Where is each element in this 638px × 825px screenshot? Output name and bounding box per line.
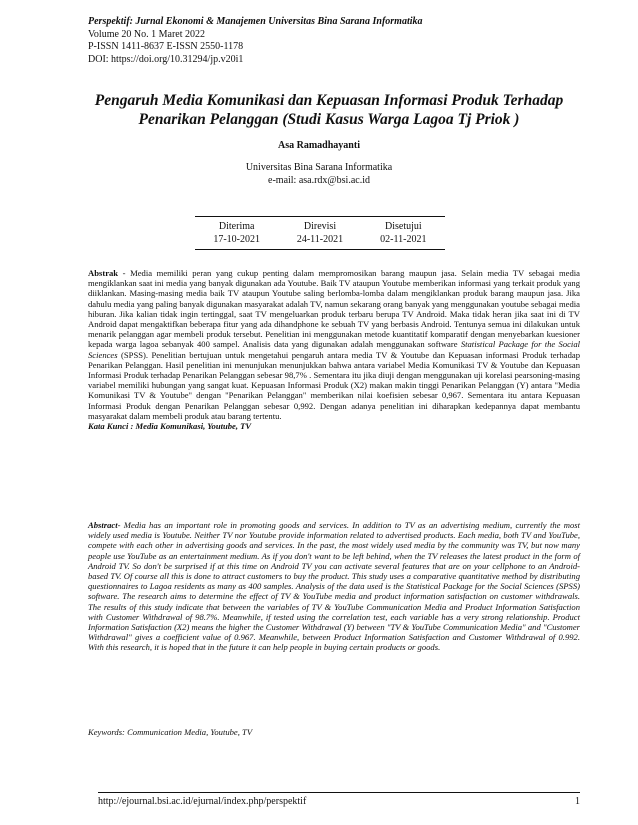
abstract-english (88, 520, 580, 653)
page-number: 1 (575, 796, 580, 807)
institution: Universitas Bina Sarana Informatika (245, 162, 393, 173)
date-label: Diterima (218, 221, 255, 232)
abstract-text: - Media has an important role in promoting goods and services. In addition to TV as an advertising medium, currently the most widely used media is Youtube. Neither TV nor Youtube provide information related to advertised products. Each media, both TV and YouTube, compete with each other in advertising goods and services. In the past, the most widely used media by the community was TV, but now many people use YouTube as an entertainment medium. As if you don't want to be left behind, when the TV releases the latest product in the form of Android TV. So don't be surprised if at this time on Android TV you can activate several features that are on your cellphone to an Android-based TV. Of course all this is done to attract customers to buy the product. This study uses a comparative quantitative method by distributing questionnaires to Lagoa residents as many as 400 samples. Analysis of the data used is the Statistical Package for the Social Sciences (SPSS) software. The research aims to determine the effect of TV & YouTube media and product information satisfaction on customer withdrawals. The results of this study indicate that between the variables of TV & YouTube Communication Media and Product Information Satisfaction with Customer Withdrawal of 98.7%. Meanwhile, if tested using the correlation test, each variable has a very strong relationship. Product Information Satisfaction (X2) means the higher the Customer Withdrawal (Y) between "TV & YouTube Communication Media" and "Customer Withdrawal" gives a coefficient value of 0.967. Meanwhile, between Product Information Satisfaction and Customer Withdrawal of 0.992. With this research, it is hoped that in the future it can help people in buying certain products or goods. (88, 520, 580, 653)
submission-dates (195, 216, 445, 250)
abstract-indonesian (88, 268, 580, 431)
date-label: Disetujui (384, 221, 422, 232)
journal-header (88, 16, 423, 66)
page-footer (98, 792, 580, 807)
paper-title: Pengaruh Media Komunikasi dan Kepuasan Informasi Produk Terhadap Penarikan Pelanggan (Studi Kasus Warga Lagoa Tj Priok ) (94, 92, 564, 128)
author-name: Asa Ramadhayanti (278, 140, 360, 151)
abstrak-text-2: (SPSS). Penelitian bertujuan untuk mengetahui pengaruh antara media TV & Youtube dan Kepuasan informasi Produk terhadap Penarikan Pelanggan. Hasil penelitian ini menunjukan menunjukkan bahwa antara variabel Media Komunikasi TV & Youtube dan Kepuasan Informasi Produk terhadap Penarikan Pelanggan sebesar 98,7% . Sementara itu jika diuji dengan menggunakan uji korelasi pearsoning-masing variabel memiliki hubungan yang sangat kuat. Kepuasan Informasi Produk (X2) makan makin tinggi Penarikan Pelanggan (Y) antara "Media Komunikasi TV & Youtube" dengan "Penarikan Pelanggan" memberikan nilai koefisien sebesar 0,967. Sementara itu antara Kepuasan Informasi Produk dengan Penarikan Pelanggan sebesar 0,992. Dengan adanya penelitian ini diharapkan kedepannya dapat membantu masyarakat dalam membeli produk atau barang tertentu. (88, 349, 580, 421)
author-email[interactable]: e-mail: asa.rdx@bsi.ac.id (268, 175, 370, 186)
date-value: 24-11-2021 (296, 233, 344, 245)
journal-issn: P-ISSN 1411-8637 E-ISSN 2550-1178 (88, 41, 244, 53)
journal-doi[interactable]: DOI: https://doi.org/10.31294/jp.v20i1 (88, 53, 244, 65)
date-accepted (362, 221, 445, 246)
date-revised (278, 221, 361, 246)
keywords-english: Keywords: Communication Media, Youtube, TV (88, 727, 253, 737)
abstract-label: Abstract (88, 520, 118, 530)
footer-url[interactable]: http://ejournal.bsi.ac.id/ejurnal/index.php/perspektif (98, 796, 307, 807)
journal-name: Perspektif: Jurnal Ekonomi & Manajemen Universitas Bina Sarana Informatika (88, 16, 423, 27)
journal-volume: Volume 20 No. 1 Maret 2022 (88, 28, 206, 40)
date-value: 17-10-2021 (213, 233, 260, 245)
abstrak-text: - Media memiliki peran yang cukup penting dalam mempromosikan barang maupun jasa. Selain media TV sebagai media mengiklankan saat ini media yang banyak digunakan ada Youtube. Baik TV ataupun Youtube memberikan informasi yang terkait produk yang diiklankan. Masing-masing media baik TV ataupun Youtube saling berlomba-lomba dalam mengiklankan produk barang maupun jasa. Jika dahulu media yang paling banyak digunakan masyarakat adalah TV, namun sekarang orang banyak yang menggunakan youtube sebagai media hiburan. Jika kalian tidak ingin tertinggal, saat TV mengeluarkan produk terbaru berupa TV Android. Maka tidak heran jika saat ini di TV Android dapat mengaktifkan beberapa fitur yang ada dihandphone ke sebuah TV yang berbasis Android. Tentunya semua ini dilakukan untuk menarik pelanggan agar membeli produk tersebut. Penelitian ini menggunakan metode kuantitatif komparatif dengan menyebarkan kuesioner kepada warga lagoa sebanyak 400 sampel. Analisis data yang digunakan adalah menggunakan software (88, 268, 580, 350)
date-received (195, 221, 278, 246)
kata-kunci: Kata Kunci : Media Komunikasi, Youtube, TV (88, 421, 252, 432)
abstrak-label: Abstrak (88, 268, 119, 278)
date-value: 02-11-2021 (380, 233, 427, 245)
date-label: Direvisi (303, 221, 337, 232)
abstrak-software: Statistical Package for the Social Sciences (88, 339, 581, 360)
affiliation (0, 161, 638, 187)
